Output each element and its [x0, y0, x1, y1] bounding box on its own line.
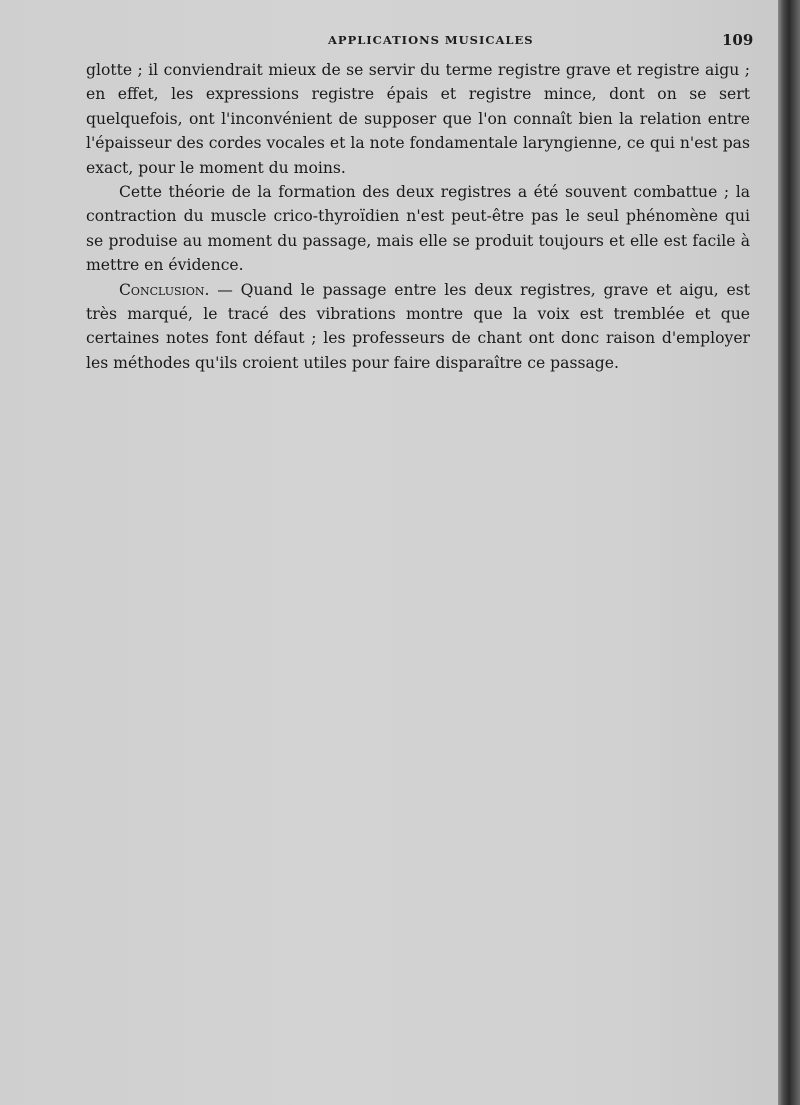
running-head: [0, 30, 783, 50]
paragraph-1: glotte ; il conviendrait mieux de se servir du terme registre grave et registre aigu ; en effet, les expressions registre épais et registre mince, dont on se sert quelquefois, ont l'inconvénient de supposer que l'on connaît bien la relation entre l'épaisseur des cordes vocales et la note fondamentale laryngienne, ce qui n'est pas exact, pour le moment du moins.: [86, 61, 750, 177]
page-edge-shadow: [778, 0, 800, 1105]
paragraph-2: Cette théorie de la formation des deux registres a été souvent combattue ; la contraction du muscle crico-thyroïdien n'est peut-être pas le seul phénomène qui se produise au moment du passage, mais elle se produit toujours et elle est facile à mettre en évidence.: [86, 183, 750, 275]
conclusion-text: — Quand le passage entre les deux registres, grave et aigu, est très marqué, le tracé des vibrations montre que la voix est tremblée et que certaines notes font défaut ; les professeurs de chant ont donc raison d'employer les méthodes qu'ils croient utiles pour faire disparaître ce passage.: [86, 280, 750, 372]
body-text: [86, 58, 750, 375]
running-title: APPLICATIONS MUSICALES: [328, 33, 534, 47]
paragraph-3: [86, 278, 750, 376]
conclusion-label: Conclusion.: [119, 280, 210, 299]
page-number: 109: [722, 31, 754, 49]
